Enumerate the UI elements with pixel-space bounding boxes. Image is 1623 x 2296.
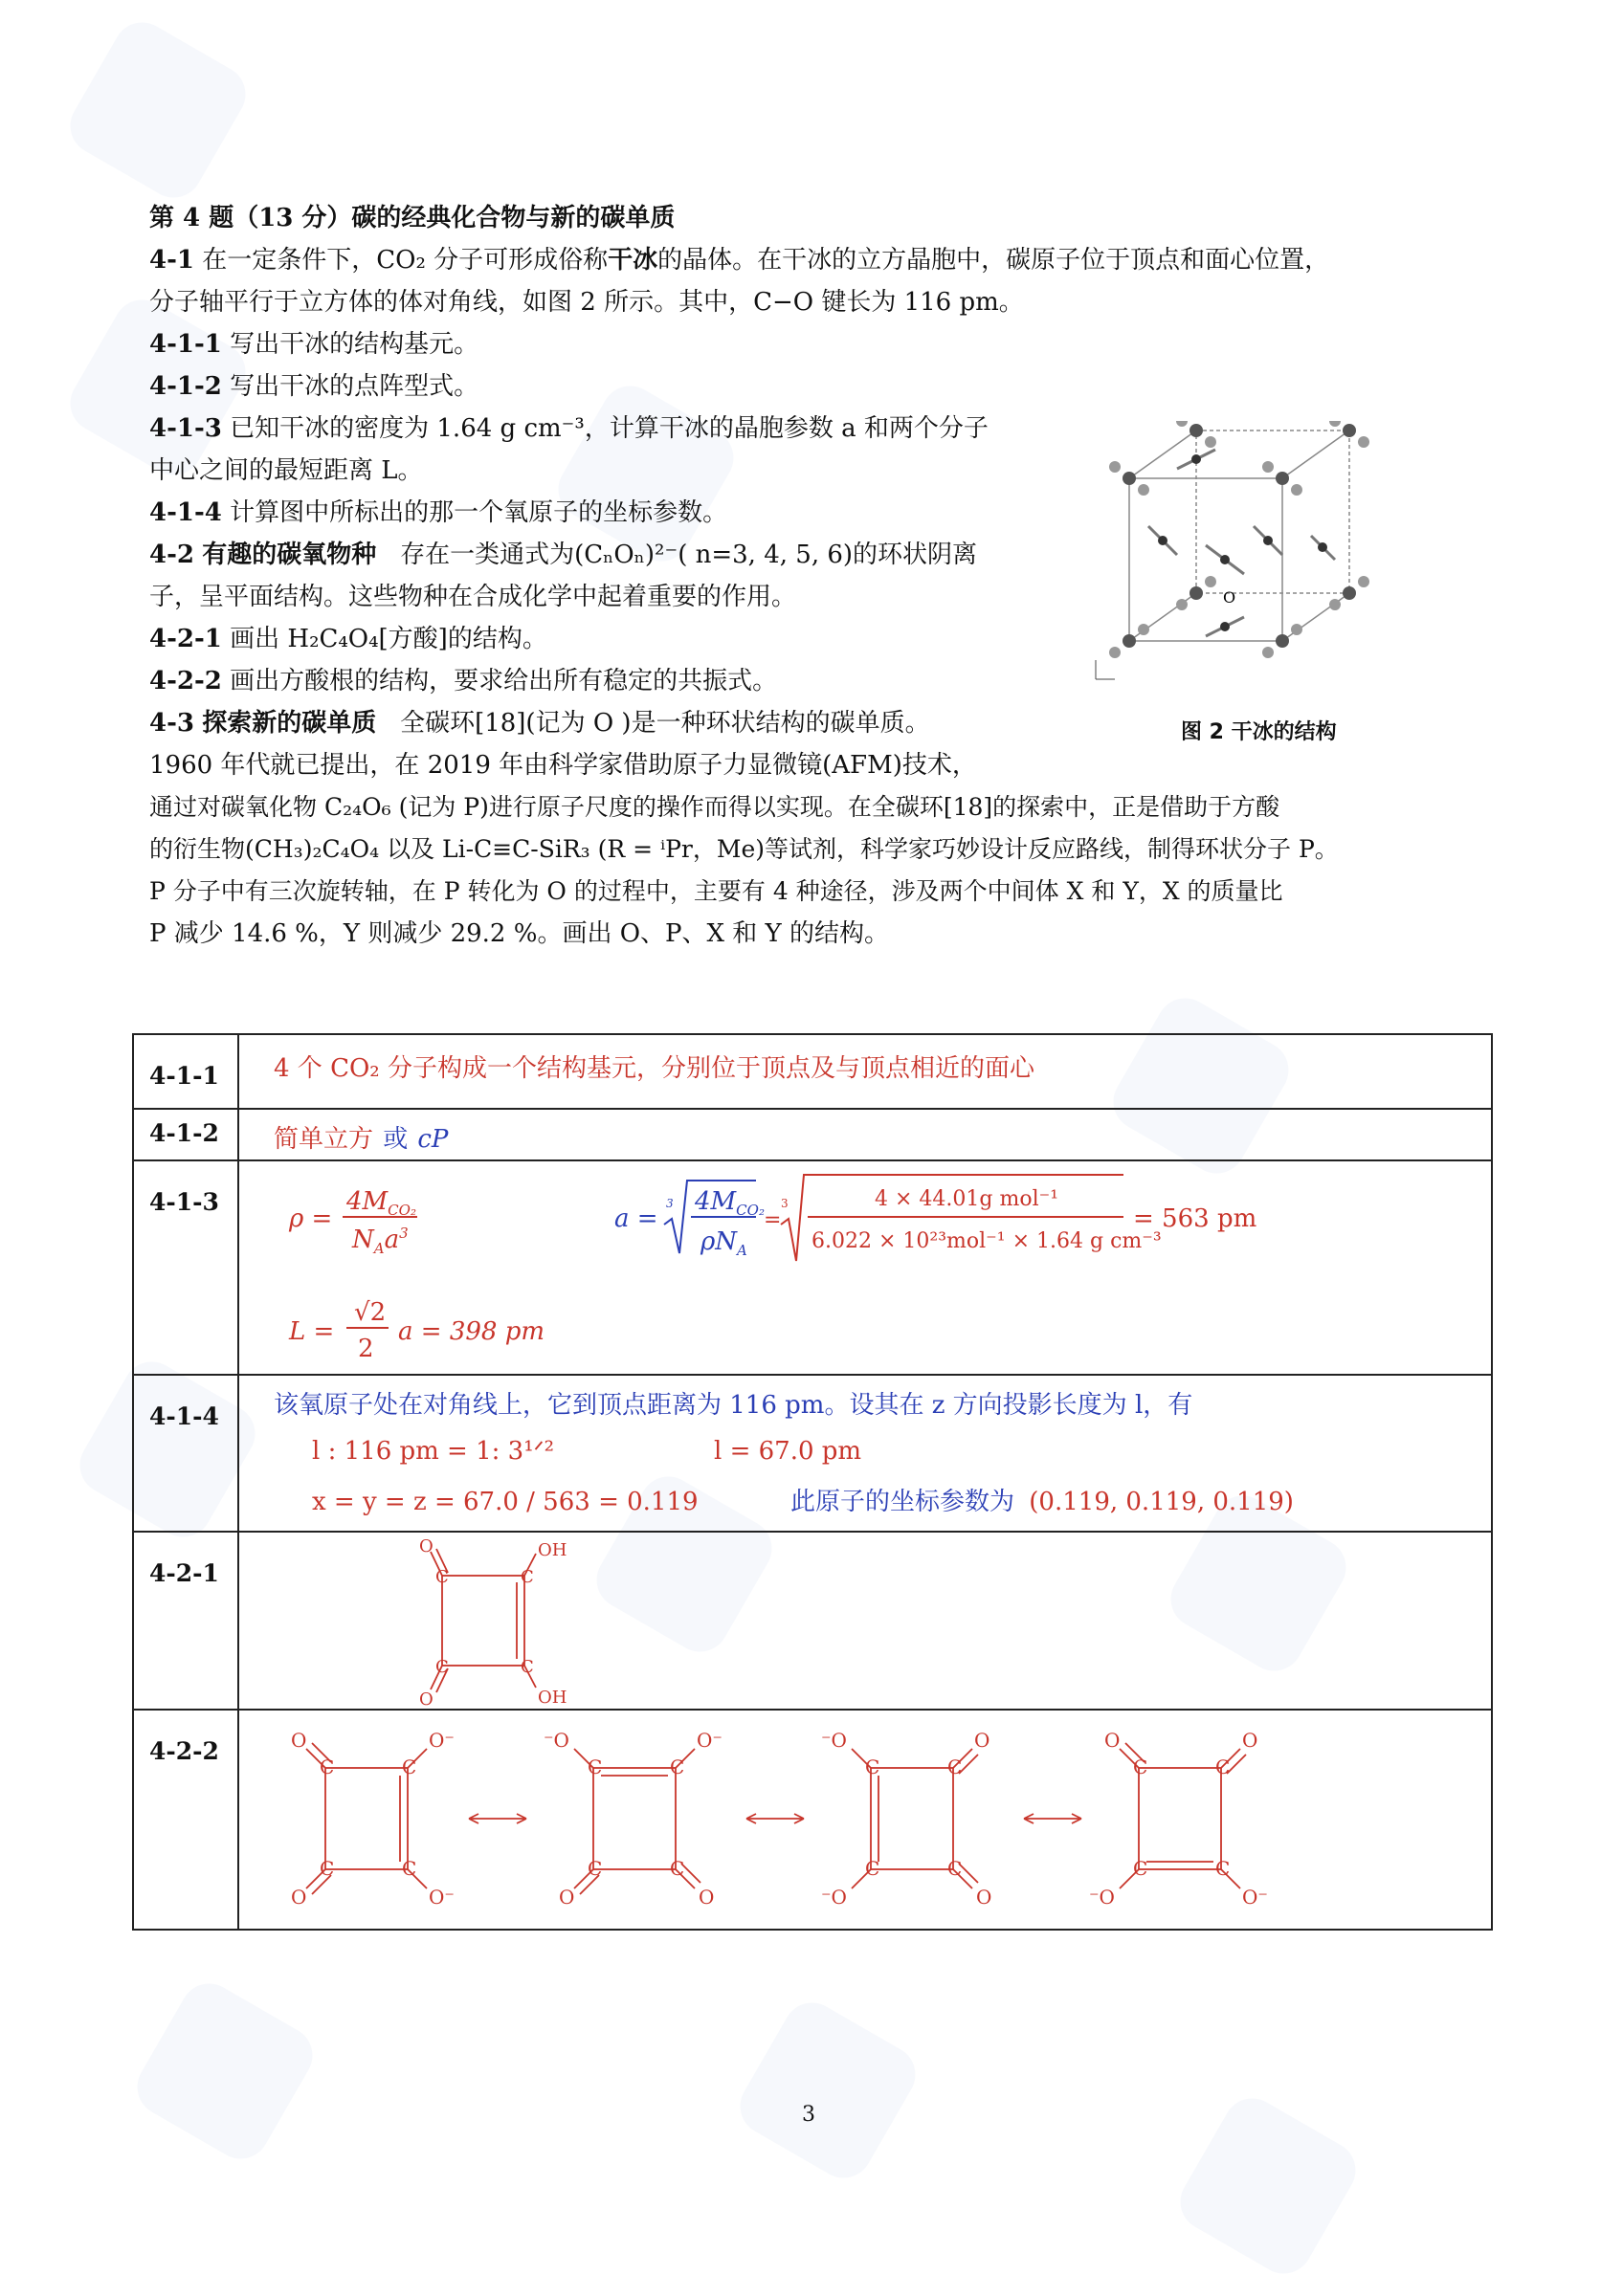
row-label: 4-1-3	[133, 1160, 238, 1375]
svg-text:OH: OH	[538, 1688, 567, 1708]
row-label: 4-2-2	[133, 1710, 238, 1930]
svg-text:⁻O: ⁻O	[821, 1729, 847, 1752]
svg-text:L =: L =	[289, 1317, 335, 1346]
watermark-logo	[60, 12, 256, 209]
svg-text:C: C	[402, 1755, 417, 1778]
svg-text:6.022 × 10²³mol⁻¹ × 1.64 g cm⁻: 6.022 × 10²³mol⁻¹ × 1.64 g cm⁻³	[812, 1229, 1162, 1253]
svg-text:4 × 44.01g mol⁻¹: 4 × 44.01g mol⁻¹	[875, 1187, 1059, 1211]
answer-411: 4 个 CO₂ 分子构成一个结构基元，分别位于顶点及与顶点相近的面心	[274, 1054, 1034, 1083]
answer-row-414: 4-1-4 该氧原子处在对角线上，它到顶点距离为 116 pm。设其在 z 方向投影长度为 l，有 l : 116 pm = 1: 3¹ᐟ² l = 67.0 pm x = y = z = 67.0 / 563 = 0.119 此原子的坐标参数为 (0.119, 0.119, 0.119)	[133, 1375, 1492, 1532]
svg-text:C: C	[435, 1567, 449, 1587]
watermark-logo	[1170, 2088, 1367, 2285]
svg-text:NAa3: $N_Aa^3$	[352, 1225, 409, 1257]
svg-text:C: C	[947, 1857, 963, 1880]
svg-text:ρ =: ρ =	[289, 1204, 333, 1233]
answer-row-422	[133, 1710, 1492, 1930]
svg-text:⁻O: ⁻O	[1089, 1886, 1115, 1909]
item-number: 4-1	[149, 246, 194, 275]
page-number: 3	[802, 2103, 815, 2127]
svg-text:C: C	[320, 1857, 335, 1880]
oxygen-label: O	[1223, 588, 1236, 607]
svg-text:O: O	[291, 1886, 307, 1909]
svg-text:OH: OH	[538, 1540, 567, 1560]
row-label: 4-1-1	[133, 1034, 238, 1109]
svg-text:C: C	[670, 1755, 685, 1778]
svg-text:2: 2	[358, 1335, 374, 1363]
watermark-logo	[730, 1993, 926, 2189]
svg-text:O⁻: O⁻	[429, 1729, 455, 1752]
svg-text:C: C	[588, 1857, 603, 1880]
row-label: 4-2-1	[133, 1532, 238, 1710]
svg-text:C: C	[521, 1657, 534, 1677]
answer-table	[132, 1033, 1493, 1931]
svg-text:⁻O: ⁻O	[821, 1886, 847, 1909]
squaric-acid-structure	[354, 1533, 737, 1711]
svg-text:O⁻: O⁻	[429, 1886, 455, 1909]
answer-row-411	[133, 1034, 1492, 1109]
svg-text:O: O	[1104, 1729, 1121, 1752]
svg-text:O: O	[976, 1886, 992, 1909]
svg-text:C: C	[1133, 1755, 1148, 1778]
svg-text:C: C	[402, 1857, 417, 1880]
svg-text:√2: √2	[354, 1298, 387, 1327]
svg-text:3: 3	[781, 1197, 789, 1210]
svg-text:3: 3	[666, 1197, 674, 1210]
squarate-resonance-structures	[239, 1711, 1502, 1929]
svg-text:O: O	[1242, 1729, 1258, 1752]
svg-text:O⁻: O⁻	[1242, 1886, 1268, 1909]
svg-text:a =: a =	[614, 1204, 658, 1233]
svg-text:C: C	[865, 1857, 880, 1880]
svg-text:C: C	[670, 1857, 685, 1880]
question-title: 第 4 题（13 分）碳的经典化合物与新的碳单质	[149, 204, 676, 232]
L-result: a = 398 pm	[398, 1317, 545, 1346]
svg-text:C: C	[1215, 1755, 1231, 1778]
row-label: 4-1-2	[133, 1109, 238, 1160]
question-block: 第 4 题（13 分）碳的经典化合物与新的碳单质 4-1 在一定条件下，CO₂ 分子可形成俗称干冰的晶体。在干冰的立方晶胞中，碳原子位于顶点和面心位置， 分子轴平行于立方体的体对角线，如图 2 所示。其中，C−O 键长为 116 pm。 4-1-1 写出干冰的结构基元。 4-1-2 写出干冰的点阵型式。 4-1-3 已知干冰的密度为 1.64 g cm⁻³，计算干冰的晶胞参数 a 和两个分子 中心之间的最短距离 L。 4-1-4 计算图中所标出的那一个氧原子的坐标参数。 4-2 有趣的碳氧物种 存在一类通式为(CₙOₙ)²⁻( n=3, 4, 5, 6)的环状阴离 子，呈平面结构。这些物种在合成化学中起着重要的作用。 4-2-1 画出 H₂C₄O₄[方酸]的结构。 4-2-2 画出方酸根的结构，要求给出所有稳定的共振式。 4-3 探索新的碳单质 全碳环[18](记为 O )是一种环状结构的碳单质。 1960 年代就已提出，在 2019 年由科学家借助原子力显微镜(AFM)技术， 通过对碳氧化物 C₂₄O₆ (记为 P)进行原子尺度的操作而得以实现。在全碳环[18]的探索中，正是借助于方酸 的衍生物(CH₃)₂C₄O₄ 以及 Li-C≡C-SiR₃ (R = ⁱPr，Me)等试剂，科学家巧妙设计反应路线，制得环状分子 P。 P 分子中有三次旋转轴，在 P 转化为 O 的过程中，主要有 4 种途径，涉及两个中间体 X 和 Y，X 的质量比 P 减少 14.6 %，Y 则减少 29.2 %。画出 O、P、X 和 Y 的结构。	[149, 197, 1479, 955]
svg-text:O: O	[419, 1536, 434, 1556]
svg-text:O: O	[419, 1689, 434, 1710]
svg-text:=: =	[764, 1208, 782, 1232]
svg-text:C: C	[521, 1567, 534, 1587]
svg-text:4MCO₂: $4M_{CO_2}$	[695, 1187, 765, 1219]
answer-row-421	[133, 1532, 1492, 1710]
row-label: 4-1-4	[133, 1375, 238, 1532]
svg-text:C: C	[435, 1657, 449, 1677]
svg-text:C: C	[320, 1755, 335, 1778]
figure-caption: 图 2 干冰的结构	[1181, 720, 1337, 744]
dry-ice-structure-figure	[1081, 421, 1407, 698]
svg-text:C: C	[865, 1755, 880, 1778]
svg-text:4MCO₂: $4M_{CO_2}$	[346, 1187, 416, 1219]
svg-text:O: O	[699, 1886, 715, 1909]
watermark-logo	[127, 1974, 323, 2170]
svg-text:C: C	[1215, 1857, 1231, 1880]
svg-text:O: O	[974, 1729, 990, 1752]
svg-text:C: C	[947, 1755, 963, 1778]
svg-text:⁻O: ⁻O	[544, 1729, 569, 1752]
svg-text:C: C	[1133, 1857, 1148, 1880]
a-result: = 563 pm	[1133, 1204, 1257, 1233]
answer-row-413	[133, 1160, 1492, 1375]
svg-text:O: O	[559, 1886, 575, 1909]
density-formula	[239, 1161, 1483, 1372]
svg-text:ρNA: $\rho N_A$	[700, 1227, 747, 1259]
answer-row-412: 4-1-2 简单立方 或 cP	[133, 1109, 1492, 1160]
svg-text:C: C	[588, 1755, 603, 1778]
svg-text:O⁻: O⁻	[697, 1729, 723, 1752]
svg-text:O: O	[291, 1729, 307, 1752]
